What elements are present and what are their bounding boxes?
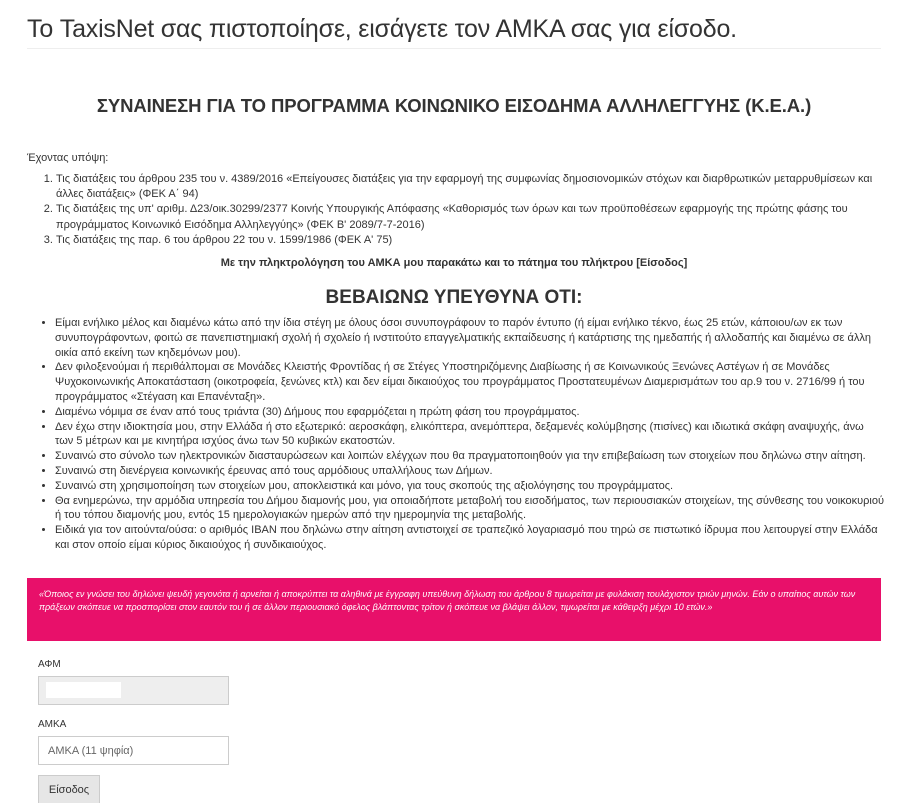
consent-heading: ΣΥΝΑΙΝΕΣΗ ΓΙΑ ΤΟ ΠΡΟΓΡΑΜΜΑ ΚΟΙΝΩΝΙΚΟ ΕΙΣΟΔΗΜΑ ΑΛΛΗΛΕΓΓΥΗΣ (Κ.Ε.Α.)	[96, 95, 812, 116]
consideration-item: 2. Τις διατάξεις της υπ' αριθμ. Δ23/οικ.30299/2377 Κοινής Υπουργικής Απόφασης «Καθορισμός των όρων και των προϋποθέσεων εφαρμογής της πρώτης φάσης του προγράμματος Κοινωνικό Εισόδημα Αλληλεγγύης» (ΦΕΚ Β' 2089/7-7-2016)	[56, 202, 886, 232]
login-button[interactable]: Είσοδος	[38, 775, 100, 803]
declaration-item: • Δεν φιλοξενούμαι ή περιθάλπομαι σε Μονάδες Κλειστής Φροντίδας ή σε Στέγες Υποστηριζόμενης Διαβίωσης ή σε Κοινωνικούς Ξενώνες Αστέγων ή σε Μονάδες Ψυχοκοινωνικής Αποκατάσταση (οικοτροφεία, ξενώνες κτλ) και δεν είμαι δικαιούχος του προγράμματος Προστατευμένων Διαμερισμάτων του αρ.9 του ν. 2716/99 ή του προγράμματος «Στέγαση και Επανένταξη».	[55, 360, 885, 404]
consideration-item: 3. Τις διατάξεις της παρ. 6 του άρθρου 22 του ν. 1599/1986 (ΦΕΚ Α' 75)	[56, 233, 886, 248]
consideration-item: 1. Τις διατάξεις του άρθρου 235 του ν. 4389/2016 «Επείγουσες διατάξεις για την εφαρμογή της συμφωνίας δημοσιονομικών στόχων και διαρθρωτικών μεταρρυθμίσεων και άλλες διατάξεις» (ΦΕΚ Α΄ 94)	[56, 172, 886, 202]
declaration-heading: ΒΕΒΑΙΩΝΩ ΥΠΕΥΘΥΝΑ ΟΤΙ:	[325, 287, 583, 308]
declaration-item: • Δεν έχω στην ιδιοκτησία μου, στην Ελλάδα ή στο εξωτερικό: αεροσκάφη, ελικόπτερα, ανεμόπτερα, δεξαμενές κολύμβησης (πισίνες) και ιδιωτικά σκάφη αναψυχής, άνω των 5 μέτρων και με κινητήρα ισχύος άνω των 50 κυβικών εκατοστών.	[55, 420, 885, 450]
afm-field	[38, 676, 229, 705]
legal-warning-box: «Όποιος εν γνώσει του δηλώνει ψευδή γεγονότα ή αρνείται ή αποκρύπτει τα αληθινά με έγγραφη υπεύθυνη δήλωση του άρθρου 8 τιμωρείται με φυλάκιση τουλάχιστον τριών μηνών. Εάν ο υπαίτιος αυτών των πράξεων σκόπευε να προσπορίσει στον εαυτόν του ή σε άλλον περιουσιακό όφελος βλάπτοντας τρίτον ή σκόπευε να βλάψει άλλον, τιμωρείται με κάθειρξη μέχρι 10 ετών.»	[27, 578, 881, 641]
declarations-list	[27, 316, 885, 553]
page-title: Το TaxisNet σας πιστοποίησε, εισάγετε τον ΑΜΚΑ σας για είσοδο.	[27, 15, 737, 43]
amka-label: ΑΜΚΑ	[38, 719, 67, 730]
considerations-intro: Έχοντας υπόψη:	[27, 152, 109, 164]
declaration-item: • Συναινώ στη διενέργεια κοινωνικής έρευνας από τους αρμόδιους υπαλλήλους των Δήμων.	[55, 464, 885, 479]
declaration-item: • Συναινώ στο σύνολο των ηλεκτρονικών διασταυρώσεων και λοιπών ελέγχων που θα πραγματοποιηθούν για την επιβεβαίωση των στοιχείων που δηλώνω στην αίτηση.	[55, 449, 885, 464]
declaration-item: • Διαμένω νόμιμα σε έναν από τους τριάντα (30) Δήμους που εφαρμόζεται η πρώτη φάση του προγράμματος.	[55, 405, 885, 420]
considerations-list	[27, 172, 886, 248]
amka-input[interactable]	[38, 736, 229, 765]
title-divider	[27, 48, 881, 49]
consent-instruction: Με την πληκτρολόγηση του ΑΜΚΑ μου παρακάτω και το πάτημα του πλήκτρου [Είσοδος]	[220, 257, 688, 269]
declaration-item: • Ειδικά για τον αιτούντα/ούσα: ο αριθμός IBAN που δηλώνω στην αίτηση αντιστοιχεί σε τραπεζικό λογαριασμό που τηρώ σε πιστωτικό ίδρυμα που λειτουργεί στην Ελλάδα και στον οποίο είμαι κύριος δικαιούχος ή συνδικαιούχος.	[55, 523, 885, 553]
declaration-item: • Είμαι ενήλικο μέλος και διαμένω κάτω από την ίδια στέγη με όλους όσοι συνυπογράφουν το παρόν έντυπο (ή είμαι ενήλικο τέκνο, έως 25 ετών, κάποιου/ων εκ των συνυπογράφοντων, φοιτώ σε πανεπιστημιακή σχολή ή σχολείο ή ινστιτούτο επαγγελματικής εκπαίδευσης ή κατάρτισης της ημεδαπής ή αλλοδαπής και διαμένω σε άλλη οικία από εκείνη των κηδεμόνων μου).	[55, 316, 885, 360]
afm-value-redacted	[46, 682, 121, 698]
afm-label: ΑΦΜ	[38, 659, 61, 670]
declaration-item: • Συναινώ στη χρησιμοποίηση των στοιχείων μου, αποκλειστικά και μόνο, για τους σκοπούς της αξιολόγησης του προγράμματος.	[55, 479, 885, 494]
declaration-item: • Θα ενημερώνω, την αρμόδια υπηρεσία του Δήμου διαμονής μου, για οποιαδήποτε μεταβολή του εισοδήματος, των περιουσιακών στοιχείων, της σύνθεσης του νοικοκυριού ή του τόπου διαμονής μου, εντός 15 ημερολογιακών ημερών από την ημερομηνία της μεταβολής.	[55, 494, 885, 524]
